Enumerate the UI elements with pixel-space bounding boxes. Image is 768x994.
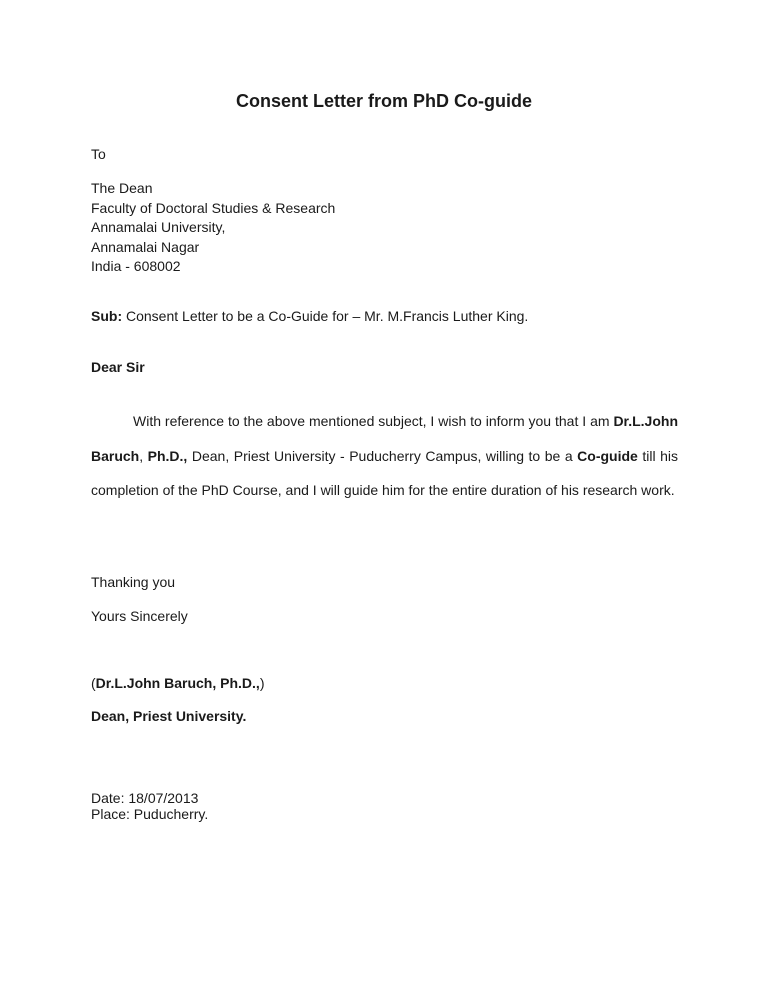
yours-sincerely-line: Yours Sincerely — [91, 608, 188, 624]
body-text-part1: With reference to the above mentioned subject, I wish to inform you that I am — [133, 413, 614, 429]
body-text-part3: till his completion of the PhD Course, and I will guide him for the entire duration of his research work. — [91, 447, 678, 498]
subject-line — [91, 307, 528, 326]
body-separator: , — [139, 447, 148, 464]
signature-close-paren: ) — [259, 675, 265, 691]
body-text-part2: Dean, Priest University - Puducherry Campus, willing to be a — [187, 447, 578, 464]
signature-open-paren: ( — [91, 675, 96, 691]
address-line: Annamalai Nagar — [91, 238, 200, 255]
address-line: Annamalai University, — [91, 219, 226, 235]
date-place-block — [91, 790, 208, 822]
date-line: Date: 18/07/2013 — [91, 790, 199, 806]
letter-title: Consent Letter from PhD Co-guide — [236, 91, 532, 111]
signature-title: Dean, Priest University. — [91, 708, 247, 724]
signature-name — [91, 674, 264, 693]
subject-label: Sub: — [91, 308, 123, 324]
thanking-line: Thanking you — [91, 574, 176, 590]
place-line: Place: Puducherry. — [91, 806, 209, 822]
salutation: Dear Sir — [91, 359, 145, 375]
body-degree: Ph.D., — [147, 447, 188, 464]
signature-name-text: Dr.L.John Baruch, Ph.D., — [95, 675, 260, 691]
body-name: Dr.L.John Baruch — [91, 413, 678, 464]
subject-text: Consent Letter to be a Co-Guide for – Mr. M.Francis Luther King. — [122, 308, 529, 324]
address-line: The Dean — [91, 180, 153, 196]
body-paragraph — [91, 404, 678, 508]
address-line: India - 608002 — [91, 258, 181, 274]
to-line: To — [91, 146, 106, 162]
recipient-address — [91, 179, 335, 277]
body-coguide: Co-guide — [577, 447, 638, 464]
address-line: Faculty of Doctoral Studies & Research — [91, 199, 336, 216]
